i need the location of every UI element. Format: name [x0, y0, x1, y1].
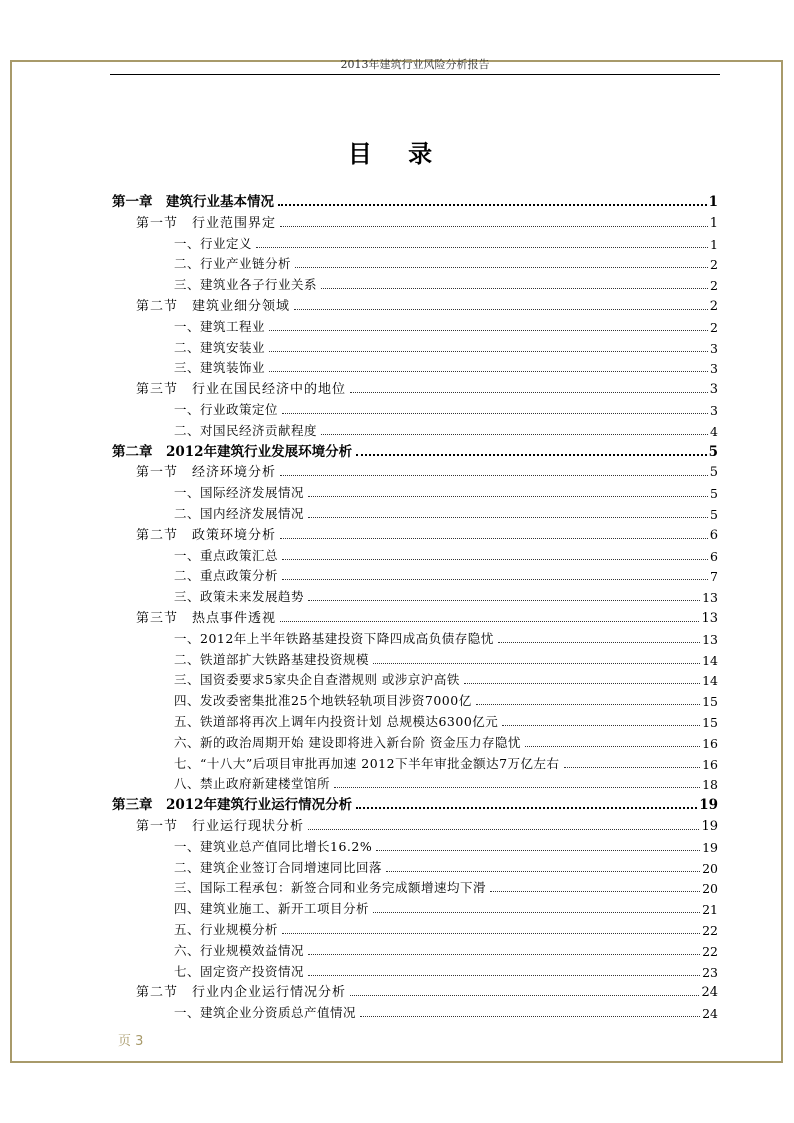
toc-entry[interactable]: [112, 419, 718, 439]
toc-entry-page: 1: [709, 215, 718, 231]
toc-entry[interactable]: [112, 1001, 718, 1021]
toc-entry-page: 14: [702, 652, 718, 668]
toc-leader-dots: [282, 579, 708, 580]
toc-entry[interactable]: [112, 273, 718, 293]
toc-entry[interactable]: [112, 232, 718, 252]
toc-entry-page: 23: [702, 964, 718, 980]
toc-entry-title: 一、2012年上半年铁路基建投资下降四成高负债存隐忧: [174, 630, 494, 646]
toc-entry-title: 二、重点政策分析: [174, 568, 279, 584]
toc-entry-title: 第一节 经济环境分析: [136, 461, 278, 480]
toc-entry-title: 四、建筑业施工、新开工项目分析: [174, 901, 370, 917]
toc-entry-title: 六、行业规模效益情况: [174, 942, 305, 958]
toc-entry-page: 20: [702, 860, 718, 876]
running-header: 2013年建筑行业风险分析报告: [110, 56, 720, 75]
toc-leader-dots: [308, 975, 700, 976]
toc-entry-title: 五、铁道部将再次上调年内投资计划 总规模达6300亿元: [174, 714, 499, 729]
toc-entry[interactable]: [112, 336, 718, 356]
toc-entry-page: 2: [709, 299, 718, 314]
toc-entry-page: 14: [702, 673, 718, 689]
toc-leader-dots: [490, 891, 700, 892]
toc-entry-page: 3: [710, 361, 718, 377]
toc-leader-dots: [308, 829, 699, 830]
toc-entry-title: 二、行业产业链分析: [174, 256, 292, 272]
toc-entry-title: 一、行业定义: [174, 235, 253, 251]
toc-entry-title: 一、建筑企业分资质总产值情况: [174, 1005, 357, 1021]
toc-leader-dots: [256, 247, 708, 248]
toc-entry[interactable]: [112, 294, 718, 314]
toc-entry-page: 19: [699, 797, 718, 814]
toc-leader-dots: [564, 767, 701, 768]
page-number: 页 3: [118, 1034, 144, 1049]
toc-entry-title: 三、建筑业各子行业关系: [174, 277, 318, 293]
toc-entry-page: 15: [702, 694, 718, 710]
toc-entry-title: 七、固定资产投资情况: [174, 963, 305, 979]
toc-entry-page: 22: [702, 923, 718, 938]
toc-entry[interactable]: [112, 252, 718, 272]
toc-leader-dots: [280, 538, 708, 539]
toc-entry-page: 5: [710, 507, 718, 522]
toc-entry[interactable]: [112, 648, 718, 668]
toc-leader-dots: [373, 912, 700, 913]
toc-entry-title: 第三章 2012年建筑行业运行情况分析: [112, 793, 354, 813]
toc-entry-title: 二、国内经济发展情况: [174, 506, 305, 521]
toc-entry-title: 四、发改委密集批准25个地铁轻轨项目涉资7000亿: [174, 693, 472, 709]
toc-leader-dots: [464, 683, 700, 684]
toc-leader-dots: [386, 871, 700, 872]
toc-leader-dots: [280, 621, 699, 622]
toc-entry-page: 16: [702, 756, 718, 772]
toc-leader-dots: [356, 807, 697, 809]
toc-entry[interactable]: [112, 523, 718, 543]
toc-leader-dots: [295, 267, 708, 268]
toc-entry-page: 16: [702, 735, 718, 751]
toc-entry[interactable]: [112, 918, 718, 938]
toc-leader-dots: [269, 330, 708, 331]
toc-entry-page: 2: [710, 278, 718, 294]
toc-entry-title: 第二章 2012年建筑行业发展环境分析: [112, 440, 354, 460]
toc-entry-page: 5: [708, 443, 718, 460]
toc-entry-page: 5: [710, 486, 718, 502]
toc-leader-dots: [308, 496, 708, 497]
toc-entry-title: 三、国际工程承包：新签合同和业务完成额增速均下滑: [174, 880, 487, 896]
toc-entry-page: 13: [702, 590, 718, 606]
toc-entry[interactable]: [112, 960, 718, 980]
toc-entry-page: 2: [710, 257, 718, 273]
toc-entry-page: 5: [709, 465, 718, 481]
toc-entry-title: 第三节 行业在国民经济中的地位: [136, 378, 348, 397]
toc-entry[interactable]: [112, 627, 718, 647]
toc-leader-dots: [282, 933, 700, 934]
toc-entry[interactable]: [112, 668, 718, 688]
toc-entry-page: 20: [702, 881, 718, 897]
toc-entry-title: 第三节 热点事件透视: [136, 607, 278, 626]
toc-entry-page: 4: [710, 423, 718, 439]
toc-entry-title: 二、建筑企业签订合同增速同比回落: [174, 859, 383, 875]
page-title: 目 录: [347, 139, 447, 168]
toc-entry-page: 19: [702, 839, 718, 855]
toc-leader-dots: [294, 309, 708, 310]
toc-leader-dots: [308, 517, 708, 518]
toc-leader-dots: [350, 392, 708, 393]
toc-entry-page: 3: [710, 403, 718, 418]
toc-entry[interactable]: [112, 731, 718, 751]
toc-entry[interactable]: [112, 897, 718, 917]
toc-entry-page: 24: [701, 985, 718, 1001]
toc-entry-title: 第二节 建筑业细分领域: [136, 295, 292, 314]
toc-entry-title: 一、建筑业总产值同比增长16.2%: [174, 838, 373, 854]
toc-leader-dots: [373, 663, 700, 664]
toc-leader-dots: [280, 226, 708, 227]
toc-entry-title: 八、禁止政府新建楼堂馆所: [174, 776, 331, 792]
toc-leader-dots: [308, 600, 700, 601]
toc-entry-page: 3: [710, 340, 718, 356]
toc-entry-title: 一、重点政策汇总: [174, 547, 279, 563]
toc-entry[interactable]: [112, 502, 718, 522]
toc-entry-page: 21: [702, 902, 718, 918]
toc-leader-dots: [498, 642, 700, 643]
toc-entry[interactable]: [112, 980, 718, 1000]
toc-entry-page: 6: [710, 548, 718, 564]
toc-leader-dots: [334, 787, 700, 788]
toc-entry[interactable]: [112, 190, 718, 210]
toc-entry-page: 24: [702, 1006, 718, 1022]
toc-leader-dots: [282, 413, 708, 414]
toc-leader-dots: [502, 725, 700, 726]
toc-entry[interactable]: [112, 710, 718, 730]
toc-leader-dots: [376, 850, 700, 851]
toc-entry-page: 3: [709, 382, 718, 398]
toc-entry[interactable]: [112, 814, 718, 834]
toc-entry-title: 六、新的政治周期开始 建设即将进入新台阶 资金压力存隐忧: [174, 734, 521, 750]
toc-entry-page: 13: [702, 631, 718, 647]
toc-entry[interactable]: [112, 793, 718, 813]
toc-leader-dots: [278, 204, 707, 206]
toc-entry[interactable]: [112, 876, 718, 896]
toc-entry-title: 七、“十八大”后项目审批再加速 2012下半年审批金额达7万亿左右: [174, 755, 560, 771]
toc-leader-dots: [282, 559, 708, 560]
toc-entry-title: 第一章 建筑行业基本情况: [112, 190, 276, 210]
toc-entry[interactable]: [112, 835, 718, 855]
toc-entry-page: 18: [702, 777, 718, 793]
toc-entry-page: 15: [702, 715, 718, 730]
toc-entry-page: 7: [710, 569, 718, 585]
toc-entry[interactable]: [112, 398, 718, 418]
toc-entry-page: 19: [701, 819, 718, 834]
toc-entry[interactable]: [112, 440, 718, 460]
toc-entry-page: 13: [701, 611, 718, 626]
toc-entry-title: 一、建筑工程业: [174, 318, 266, 334]
toc-entry-title: 二、建筑安装业: [174, 339, 266, 355]
toc-entry[interactable]: [112, 585, 718, 605]
toc-entry-title: 一、国际经济发展情况: [174, 485, 305, 501]
toc-entry-title: 三、国资委要求5家央企自查潜规则 或涉京沪高铁: [174, 672, 460, 688]
toc-leader-dots: [269, 371, 708, 372]
toc-leader-dots: [350, 995, 699, 996]
toc-leader-dots: [321, 288, 708, 289]
toc-leader-dots: [525, 746, 700, 747]
toc-entry-title: 三、建筑装饰业: [174, 360, 266, 376]
toc-entry[interactable]: [112, 315, 718, 335]
toc-entry-title: 五、行业规模分析: [174, 922, 279, 937]
toc-entry-title: 三、政策未来发展趋势: [174, 589, 305, 605]
toc-entry-title: 二、对国民经济贡献程度: [174, 422, 318, 438]
toc-entry[interactable]: [112, 606, 718, 626]
toc-entry-page: 6: [709, 527, 718, 543]
toc-entry-page: 2: [710, 319, 718, 335]
toc-entry[interactable]: [112, 939, 718, 959]
toc-leader-dots: [321, 434, 708, 435]
toc-leader-dots: [360, 1016, 700, 1017]
toc-entry-page: 22: [702, 943, 718, 959]
toc-entry[interactable]: [112, 544, 718, 564]
toc-entry[interactable]: [112, 564, 718, 584]
toc-entry[interactable]: [112, 752, 718, 772]
toc-leader-dots: [476, 704, 700, 705]
toc-leader-dots: [356, 454, 707, 456]
toc-entry[interactable]: [112, 689, 718, 709]
toc-entry-title: 第一节 行业运行现状分析: [136, 815, 306, 834]
toc-entry-title: 第一节 行业范围界定: [136, 212, 278, 231]
toc-entry[interactable]: [112, 211, 718, 231]
toc-entry[interactable]: [112, 772, 718, 792]
toc-entry[interactable]: [112, 460, 718, 480]
toc-leader-dots: [269, 351, 708, 352]
toc-leader-dots: [280, 475, 708, 476]
toc-entry-page: 1: [708, 194, 718, 210]
toc-leader-dots: [308, 954, 700, 955]
toc-entry[interactable]: [112, 481, 718, 501]
toc-entry-title: 一、行业政策定位: [174, 402, 279, 417]
toc-entry[interactable]: [112, 377, 718, 397]
toc-entry-title: 二、铁道部扩大铁路基建投资规模: [174, 651, 370, 667]
toc-entry-title: 第二节 政策环境分析: [136, 524, 278, 543]
toc-entry[interactable]: [112, 856, 718, 876]
toc-entry[interactable]: [112, 356, 718, 376]
toc-entry-page: 1: [710, 236, 718, 252]
toc-entry-title: 第二节 行业内企业运行情况分析: [136, 981, 348, 1000]
